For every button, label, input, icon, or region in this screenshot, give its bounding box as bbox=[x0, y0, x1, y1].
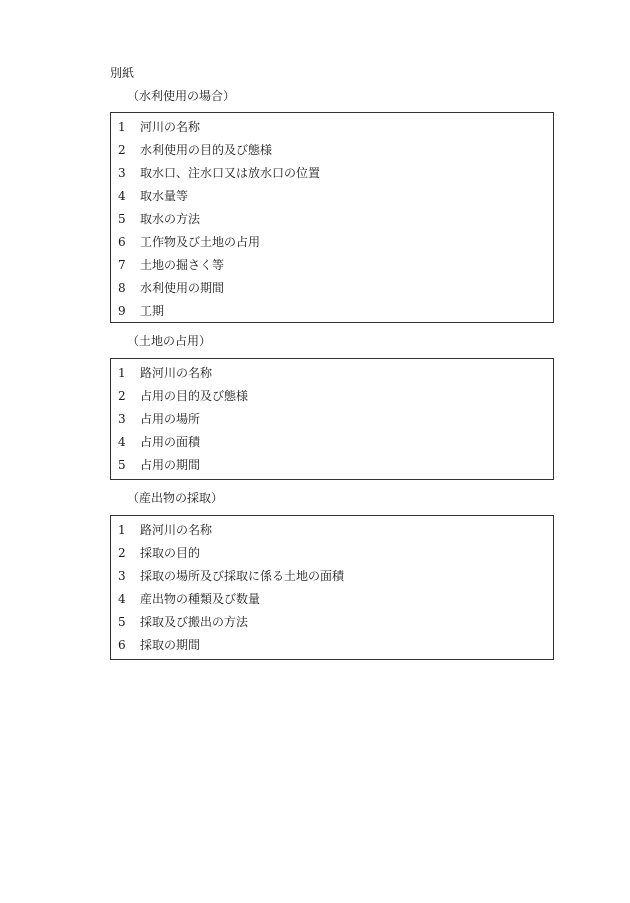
item-text: 路河川の名称 bbox=[140, 523, 213, 537]
section-box-product-extraction bbox=[110, 515, 554, 660]
item-number: 2 bbox=[118, 546, 126, 560]
item-number: 6 bbox=[118, 638, 126, 652]
item-number: 2 bbox=[118, 143, 126, 157]
item-number: 1 bbox=[118, 120, 126, 134]
item-text: 採取の場所及び採取に係る土地の面積 bbox=[140, 569, 345, 583]
item-number: 5 bbox=[118, 458, 126, 472]
item-text: 採取の目的 bbox=[140, 546, 201, 560]
item-text: 水利使用の目的及び態様 bbox=[140, 143, 273, 157]
item-text: 占用の面積 bbox=[140, 435, 201, 449]
item-number: 3 bbox=[118, 569, 126, 583]
section-box-water-use bbox=[110, 112, 554, 323]
item-number: 3 bbox=[118, 412, 126, 426]
attachment-label: 別紙 bbox=[110, 66, 135, 80]
item-text: 路河川の名称 bbox=[140, 366, 213, 380]
item-text: 取水の方法 bbox=[140, 212, 201, 226]
section-heading-land-occupancy: （土地の占用） bbox=[127, 334, 212, 348]
item-number: 3 bbox=[118, 166, 126, 180]
item-number: 9 bbox=[118, 304, 126, 318]
item-number: 8 bbox=[118, 281, 126, 295]
item-text: 取水量等 bbox=[140, 189, 189, 203]
item-number: 4 bbox=[118, 435, 126, 449]
section-heading-product-extraction: （産出物の採取） bbox=[127, 491, 224, 505]
item-number: 1 bbox=[118, 523, 126, 537]
item-text: 採取の期間 bbox=[140, 638, 201, 652]
item-text: 占用の期間 bbox=[140, 458, 201, 472]
item-text: 占用の目的及び態様 bbox=[140, 389, 249, 403]
item-number: 6 bbox=[118, 235, 126, 249]
item-text: 占用の場所 bbox=[140, 412, 201, 426]
item-number: 4 bbox=[118, 189, 126, 203]
item-text: 工作物及び土地の占用 bbox=[140, 235, 261, 249]
item-text: 採取及び搬出の方法 bbox=[140, 615, 249, 629]
item-number: 7 bbox=[118, 258, 126, 272]
item-text: 水利使用の期間 bbox=[140, 281, 225, 295]
section-heading-water-use: （水利使用の場合） bbox=[127, 89, 236, 103]
item-text: 取水口、注水口又は放水口の位置 bbox=[140, 166, 321, 180]
item-number: 1 bbox=[118, 366, 126, 380]
item-text: 河川の名称 bbox=[140, 120, 201, 134]
item-text: 工期 bbox=[140, 304, 165, 318]
item-number: 5 bbox=[118, 615, 126, 629]
item-text: 産出物の種類及び数量 bbox=[140, 592, 261, 606]
item-number: 4 bbox=[118, 592, 126, 606]
item-text: 土地の掘さく等 bbox=[140, 258, 225, 272]
section-box-land-occupancy bbox=[110, 358, 554, 480]
item-number: 2 bbox=[118, 389, 126, 403]
item-number: 5 bbox=[118, 212, 126, 226]
